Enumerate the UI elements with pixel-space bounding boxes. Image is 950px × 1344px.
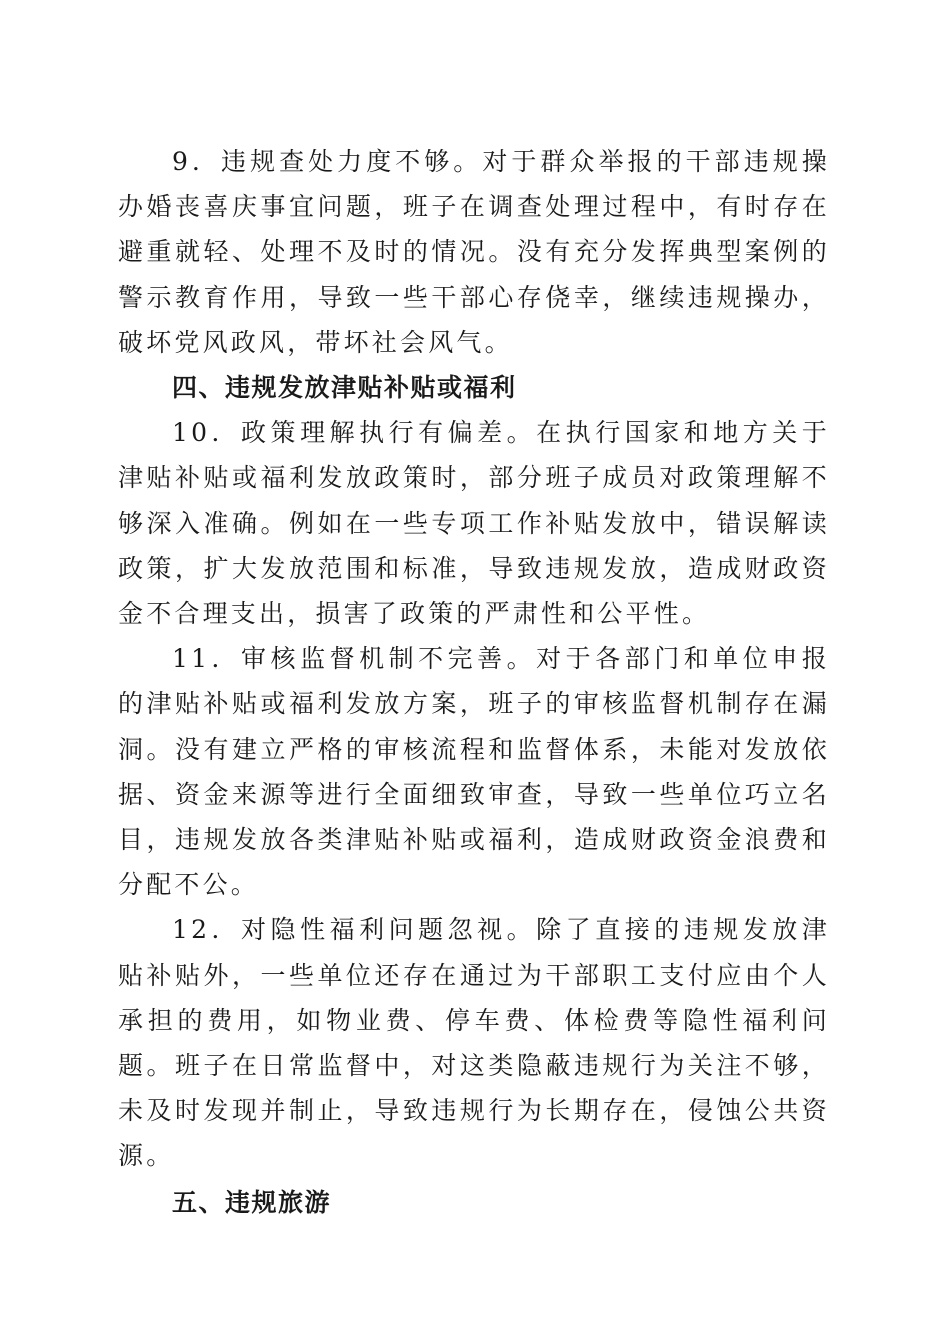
paragraph-item-11: 11．审核监督机制不完善。对于各部门和单位申报的津贴补贴或福利发放方案，班子的审核监督机制存在漏洞。没有建立严格的审核流程和监督体系，未能对发放依据、资金来源等进行全面细致审查，导致一些单位巧立名目，违规发放各类津贴补贴或福利，造成财政资金浪费和分配不公。 bbox=[118, 644, 830, 900]
document-body bbox=[118, 139, 830, 1225]
paragraph-item-12: 12．对隐性福利问题忽视。除了直接的违规发放津贴补贴外，一些单位还存在通过为干部职工支付应由个人承担的费用，如物业费、停车费、体检费等隐性福利问题。班子在日常监督中，对这类隐蔽违规行为关注不够，未及时发现并制止，导致违规行为长期存在，侵蚀公共资源。 bbox=[118, 915, 830, 1171]
section-heading-4: 四、违规发放津贴补贴或福利 bbox=[172, 373, 517, 403]
paragraph-item-9: 9．违规查处力度不够。对于群众举报的干部违规操办婚丧喜庆事宜问题，班子在调查处理过程中，有时存在避重就轻、处理不及时的情况。没有充分发挥典型案例的警示教育作用，导致一些干部心存侥幸，继续违规操办，破坏党风政风，带坏社会风气。 bbox=[118, 147, 830, 357]
paragraph-item-10: 10．政策理解执行有偏差。在执行国家和地方关于津贴补贴或福利发放政策时，部分班子成员对政策理解不够深入准确。例如在一些专项工作补贴发放中，错误解读政策，扩大发放范围和标准，导致违规发放，造成财政资金不合理支出，损害了政策的严肃性和公平性。 bbox=[118, 418, 830, 629]
section-heading-5: 五、违规旅游 bbox=[172, 1187, 332, 1217]
